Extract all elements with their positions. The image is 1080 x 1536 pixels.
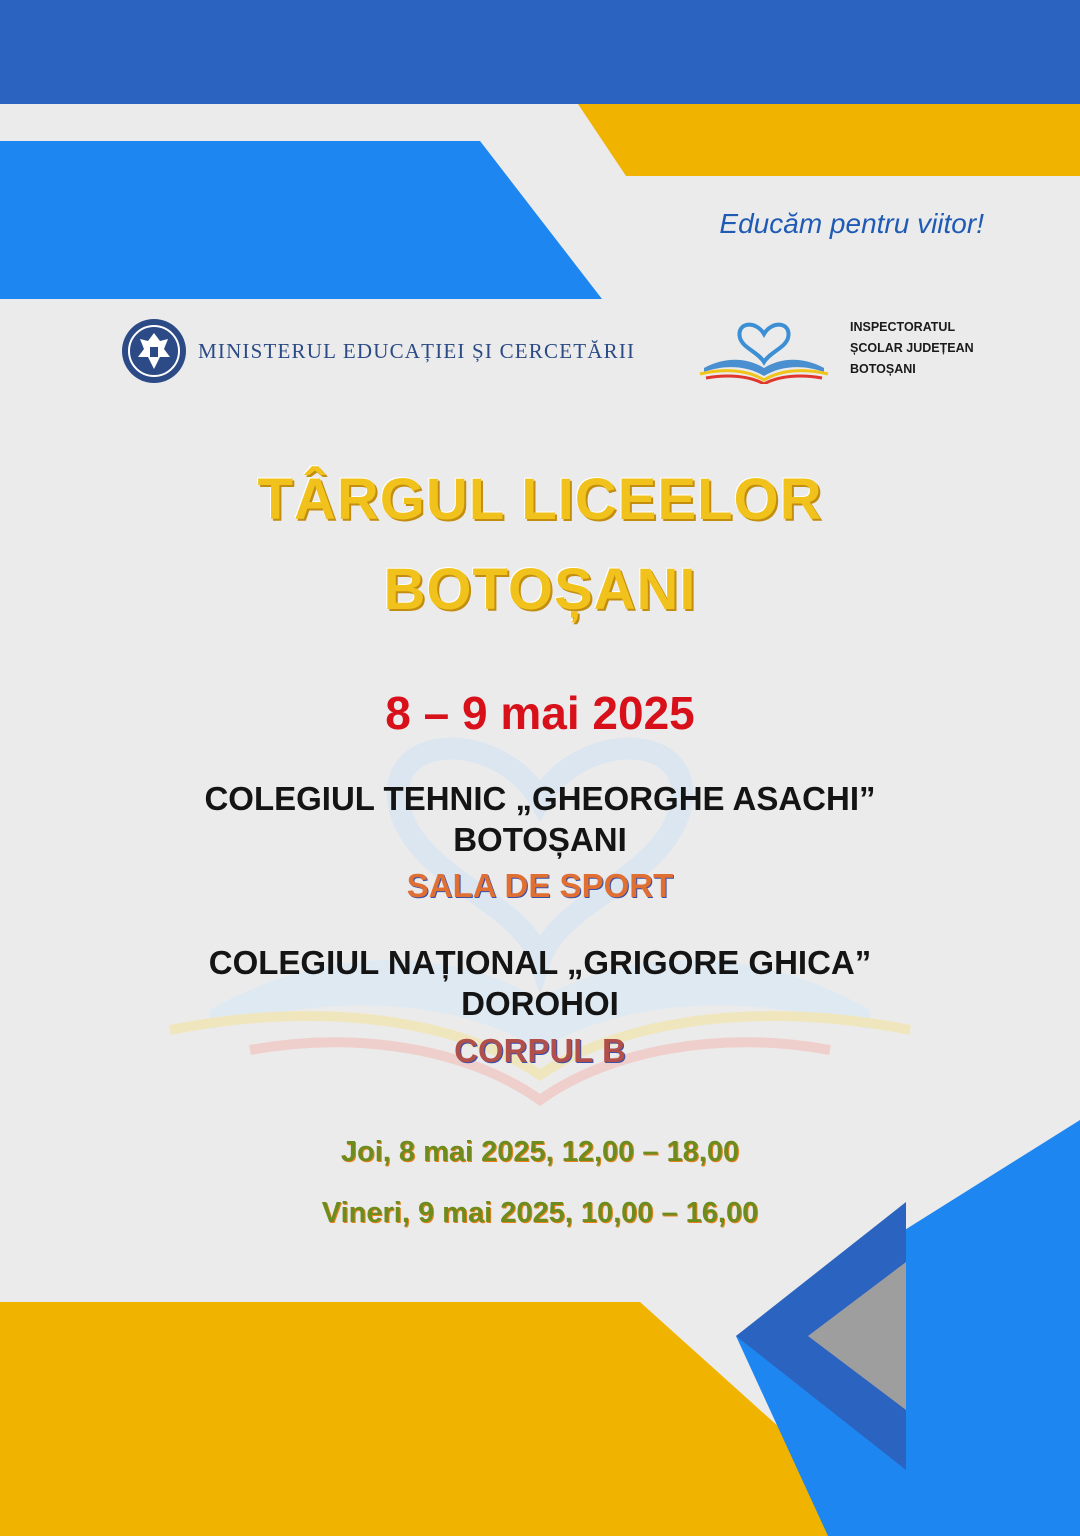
event-dates: 8 – 9 mai 2025 (385, 687, 695, 739)
schedule-day-2: Vineri, 9 mai 2025, 10,00 – 16,00 (321, 1197, 759, 1229)
ministry-name: MINISTERUL EDUCAȚIEI ȘI CERCETĂRII (198, 338, 636, 363)
heart-book-icon (696, 312, 832, 384)
inspectorate-logo (696, 312, 990, 384)
inspectorate-name (850, 317, 990, 380)
inspectorate-name-line3: BOTOȘANI (850, 361, 916, 376)
schedule-day-1: Joi, 8 mai 2025, 12,00 – 18,00 (340, 1136, 740, 1168)
ministry-logo (120, 316, 635, 386)
venue-1-name: COLEGIUL TEHNIC „GHEORGHE ASACHI” (204, 780, 876, 817)
venue-2-name: COLEGIUL NAȚIONAL „GRIGORE GHICA” (208, 944, 872, 981)
romania-coat-of-arms-icon (120, 317, 188, 385)
event-title-line1: TÂRGUL LICEELOR (257, 467, 823, 532)
tagline: Educăm pentru viitor! (719, 208, 984, 239)
venue-2-location: CORPUL B (454, 1032, 626, 1069)
venue-1-city: BOTOȘANI (453, 821, 627, 858)
venue-1-location: SALA DE SPORT (406, 867, 674, 904)
inspectorate-name-line2: ȘCOLAR JUDEȚEAN (850, 340, 974, 355)
event-title-line2: BOTOȘANI (383, 557, 697, 622)
venue-2-city: DOROHOI (461, 985, 619, 1022)
inspectorate-name-line1: INSPECTORATUL (850, 319, 956, 334)
